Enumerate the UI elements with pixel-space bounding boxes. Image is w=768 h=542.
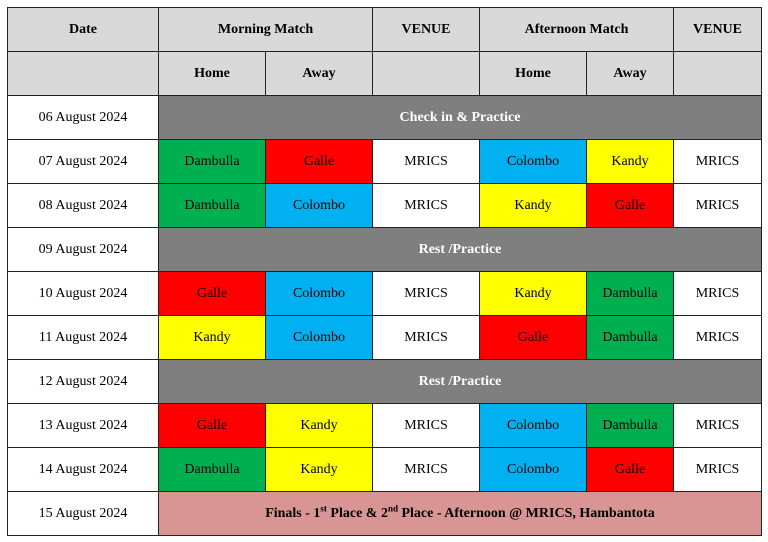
- venue-header-afternoon: VENUE: [674, 8, 762, 52]
- afternoon-home-team: Colombo: [480, 448, 587, 492]
- date-cell: 14 August 2024: [8, 448, 159, 492]
- schedule-container: [7, 7, 762, 536]
- afternoon-venue: MRICS: [674, 448, 762, 492]
- morning-home-team: Dambulla: [159, 448, 266, 492]
- afternoon-home-header: Home: [480, 52, 587, 96]
- finals-text-part2: Place & 2: [326, 505, 388, 521]
- date-cell: 15 August 2024: [8, 492, 159, 536]
- date-subheader-empty: [8, 52, 159, 96]
- date-cell: 09 August 2024: [8, 228, 159, 272]
- afternoon-away-team: Dambulla: [587, 272, 674, 316]
- morning-away-team: Colombo: [266, 316, 373, 360]
- morning-home-team: Dambulla: [159, 184, 266, 228]
- afternoon-home-team: Colombo: [480, 404, 587, 448]
- table-row: [8, 140, 762, 184]
- morning-home-team: Galle: [159, 404, 266, 448]
- afternoon-away-header: Away: [587, 52, 674, 96]
- finals-text-part1: Finals - 1: [265, 505, 321, 521]
- morning-venue: MRICS: [373, 448, 480, 492]
- activity-cell: Check in & Practice: [159, 96, 762, 140]
- table-row: [8, 360, 762, 404]
- morning-venue: MRICS: [373, 272, 480, 316]
- table-row: [8, 404, 762, 448]
- date-cell: 13 August 2024: [8, 404, 159, 448]
- morning-match-header: Morning Match: [159, 8, 373, 52]
- finals-cell: [159, 492, 762, 536]
- finals-sup-st: st: [320, 502, 327, 513]
- match-schedule-table: [7, 7, 762, 536]
- morning-home-team: Kandy: [159, 316, 266, 360]
- afternoon-home-team: Colombo: [480, 140, 587, 184]
- morning-home-header: Home: [159, 52, 266, 96]
- table-row: [8, 96, 762, 140]
- date-cell: 07 August 2024: [8, 140, 159, 184]
- date-cell: 10 August 2024: [8, 272, 159, 316]
- table-row: [8, 228, 762, 272]
- morning-away-team: Kandy: [266, 448, 373, 492]
- afternoon-venue: MRICS: [674, 140, 762, 184]
- afternoon-away-team: Dambulla: [587, 404, 674, 448]
- afternoon-home-team: Galle: [480, 316, 587, 360]
- afternoon-venue: MRICS: [674, 184, 762, 228]
- afternoon-away-team: Dambulla: [587, 316, 674, 360]
- morning-away-team: Kandy: [266, 404, 373, 448]
- afternoon-venue: MRICS: [674, 316, 762, 360]
- afternoon-venue: MRICS: [674, 404, 762, 448]
- table-row: [8, 272, 762, 316]
- table-row: [8, 316, 762, 360]
- morning-venue: MRICS: [373, 140, 480, 184]
- activity-cell: Rest /Practice: [159, 228, 762, 272]
- date-cell: 06 August 2024: [8, 96, 159, 140]
- date-cell: 08 August 2024: [8, 184, 159, 228]
- morning-away-team: Colombo: [266, 184, 373, 228]
- date-header: Date: [8, 8, 159, 52]
- morning-venue: MRICS: [373, 404, 480, 448]
- afternoon-venue: MRICS: [674, 272, 762, 316]
- morning-away-team: Galle: [266, 140, 373, 184]
- afternoon-away-team: Galle: [587, 448, 674, 492]
- morning-home-team: Dambulla: [159, 140, 266, 184]
- date-cell: 12 August 2024: [8, 360, 159, 404]
- morning-venue: MRICS: [373, 184, 480, 228]
- venue-subheader-afternoon-empty: [674, 52, 762, 96]
- finals-sup-nd: nd: [387, 502, 398, 513]
- header-row-sub: [8, 52, 762, 96]
- venue-header-morning: VENUE: [373, 8, 480, 52]
- afternoon-home-team: Kandy: [480, 272, 587, 316]
- morning-venue: MRICS: [373, 316, 480, 360]
- header-row-main: [8, 8, 762, 52]
- table-row: [8, 184, 762, 228]
- morning-away-team: Colombo: [266, 272, 373, 316]
- finals-row: [8, 492, 762, 536]
- table-row: [8, 448, 762, 492]
- venue-subheader-morning-empty: [373, 52, 480, 96]
- afternoon-home-team: Kandy: [480, 184, 587, 228]
- activity-cell: Rest /Practice: [159, 360, 762, 404]
- morning-home-team: Galle: [159, 272, 266, 316]
- finals-text-part3: Place - Afternoon @ MRICS, Hambantota: [397, 505, 655, 521]
- afternoon-away-team: Galle: [587, 184, 674, 228]
- afternoon-match-header: Afternoon Match: [480, 8, 674, 52]
- schedule-body: [8, 96, 762, 536]
- morning-away-header: Away: [266, 52, 373, 96]
- afternoon-away-team: Kandy: [587, 140, 674, 184]
- date-cell: 11 August 2024: [8, 316, 159, 360]
